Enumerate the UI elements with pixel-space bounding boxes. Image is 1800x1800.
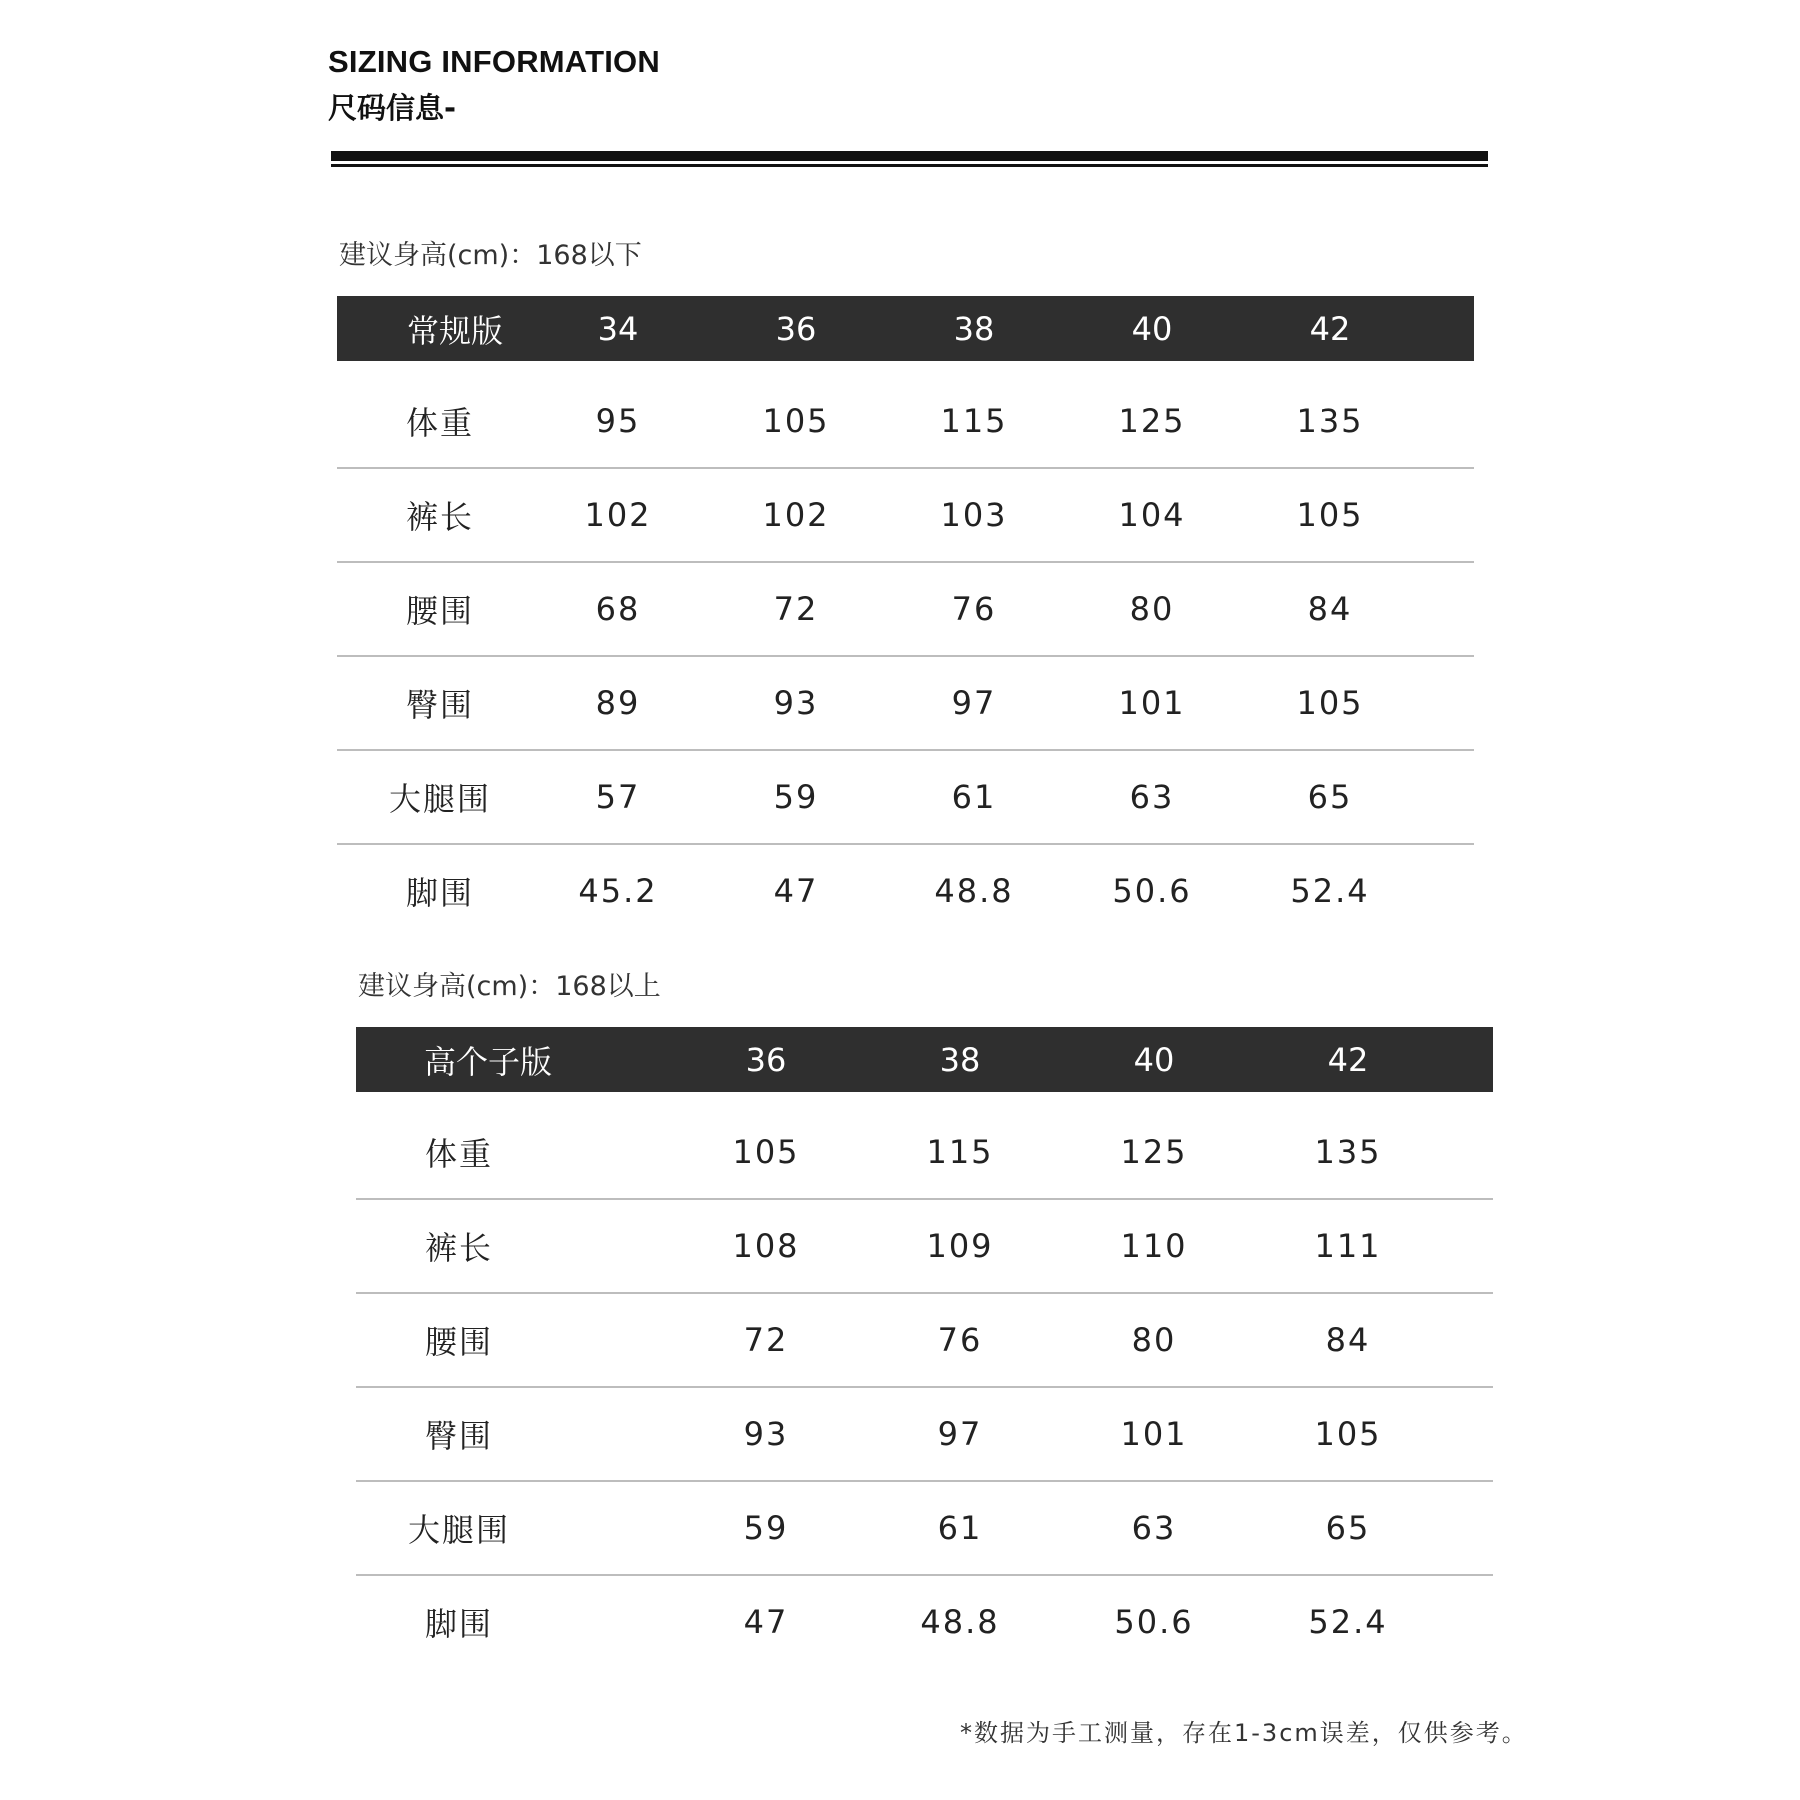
table-cell: 80 <box>1131 1321 1177 1359</box>
table-cell: 108 <box>732 1227 800 1265</box>
table-row <box>356 1388 1493 1482</box>
table-cell: 45.2 <box>578 872 658 910</box>
table-cell: 93 <box>773 684 819 722</box>
table-cell: 48.8 <box>934 872 1014 910</box>
table-cell: 89 <box>595 684 641 722</box>
table-cell: 68 <box>595 590 641 628</box>
table-cell: 84 <box>1325 1321 1371 1359</box>
table-cell: 105 <box>732 1133 800 1171</box>
table-cell: 102 <box>762 496 830 534</box>
page-title-en: SIZING INFORMATION <box>328 44 660 79</box>
table-row <box>337 563 1474 657</box>
table-cell: 115 <box>926 1133 994 1171</box>
table-cell: 50.6 <box>1114 1603 1194 1641</box>
table-row <box>356 1576 1493 1668</box>
regular-header-cell: 36 <box>775 309 817 348</box>
row-label: 大腿围 <box>407 1511 511 1549</box>
tall-header-cell: 42 <box>1327 1040 1369 1079</box>
table-cell: 115 <box>940 402 1008 440</box>
table-row <box>337 845 1474 937</box>
table-row <box>337 375 1474 469</box>
table-cell: 59 <box>743 1509 789 1547</box>
row-label: 体重 <box>405 404 475 442</box>
table-cell: 104 <box>1118 496 1186 534</box>
tall-header-cell: 40 <box>1133 1040 1175 1079</box>
table-row <box>356 1294 1493 1388</box>
row-label: 体重 <box>424 1135 494 1173</box>
row-label: 腰围 <box>424 1323 494 1361</box>
table-cell: 105 <box>1296 496 1364 534</box>
row-label: 脚围 <box>405 874 475 912</box>
table-cell: 84 <box>1307 590 1353 628</box>
table-cell: 72 <box>773 590 819 628</box>
regular-header-cell: 42 <box>1309 309 1351 348</box>
table-cell: 97 <box>951 684 997 722</box>
tall-header-cell: 36 <box>745 1040 787 1079</box>
table-row <box>337 469 1474 563</box>
table-row <box>356 1106 1493 1200</box>
table-cell: 65 <box>1307 778 1353 816</box>
row-label: 臀围 <box>424 1417 494 1455</box>
table-row <box>337 657 1474 751</box>
regular-table-header <box>337 296 1474 361</box>
table-cell: 47 <box>743 1603 789 1641</box>
regular-header-cell: 34 <box>597 309 639 348</box>
table-cell: 101 <box>1120 1415 1188 1453</box>
table-cell: 76 <box>951 590 997 628</box>
table-cell: 61 <box>937 1509 983 1547</box>
table-cell: 103 <box>940 496 1008 534</box>
table-cell: 50.6 <box>1112 872 1192 910</box>
title-divider-thick <box>331 151 1488 161</box>
title-divider-thin <box>331 164 1488 167</box>
row-label: 腰围 <box>405 592 475 630</box>
regular-header-cell: 40 <box>1131 309 1173 348</box>
regular-header-cell: 常规版 <box>406 311 504 350</box>
regular-header-cell: 38 <box>953 309 995 348</box>
table-cell: 47 <box>773 872 819 910</box>
table-cell: 63 <box>1129 778 1175 816</box>
table-cell: 57 <box>595 778 641 816</box>
table-cell: 109 <box>926 1227 994 1265</box>
table-cell: 135 <box>1314 1133 1382 1171</box>
table-cell: 105 <box>1296 684 1364 722</box>
table-cell: 135 <box>1296 402 1364 440</box>
regular-height-note: 建议身高(cm)：168以下 <box>339 240 642 271</box>
table-cell: 125 <box>1120 1133 1188 1171</box>
table-cell: 59 <box>773 778 819 816</box>
tall-header-cell: 38 <box>939 1040 981 1079</box>
row-label: 大腿围 <box>388 780 492 818</box>
tall-header-cell: 高个子版 <box>423 1042 553 1081</box>
table-cell: 101 <box>1118 684 1186 722</box>
regular-size-table <box>337 296 1474 937</box>
page-title-cn: 尺码信息- <box>328 91 457 125</box>
table-cell: 102 <box>584 496 652 534</box>
table-cell: 97 <box>937 1415 983 1453</box>
table-cell: 110 <box>1120 1227 1188 1265</box>
row-label: 臀围 <box>405 686 475 724</box>
table-cell: 61 <box>951 778 997 816</box>
row-label: 脚围 <box>424 1605 494 1643</box>
table-cell: 95 <box>595 402 641 440</box>
tall-table-header <box>356 1027 1493 1092</box>
table-row <box>337 751 1474 845</box>
table-cell: 105 <box>762 402 830 440</box>
table-row <box>356 1482 1493 1576</box>
table-cell: 72 <box>743 1321 789 1359</box>
table-cell: 76 <box>937 1321 983 1359</box>
table-cell: 111 <box>1314 1227 1382 1265</box>
table-cell: 105 <box>1314 1415 1382 1453</box>
table-cell: 65 <box>1325 1509 1371 1547</box>
table-cell: 63 <box>1131 1509 1177 1547</box>
table-row <box>356 1200 1493 1294</box>
table-cell: 125 <box>1118 402 1186 440</box>
table-cell: 52.4 <box>1290 872 1370 910</box>
measurement-disclaimer: *数据为手工测量，存在1-3cm误差，仅供参考。 <box>960 1719 1528 1747</box>
tall-size-table <box>356 1027 1493 1668</box>
tall-height-note: 建议身高(cm)：168以上 <box>358 971 661 1002</box>
table-cell: 80 <box>1129 590 1175 628</box>
table-cell: 93 <box>743 1415 789 1453</box>
row-label: 裤长 <box>405 498 475 536</box>
row-label: 裤长 <box>424 1229 494 1267</box>
table-cell: 48.8 <box>920 1603 1000 1641</box>
table-cell: 52.4 <box>1308 1603 1388 1641</box>
